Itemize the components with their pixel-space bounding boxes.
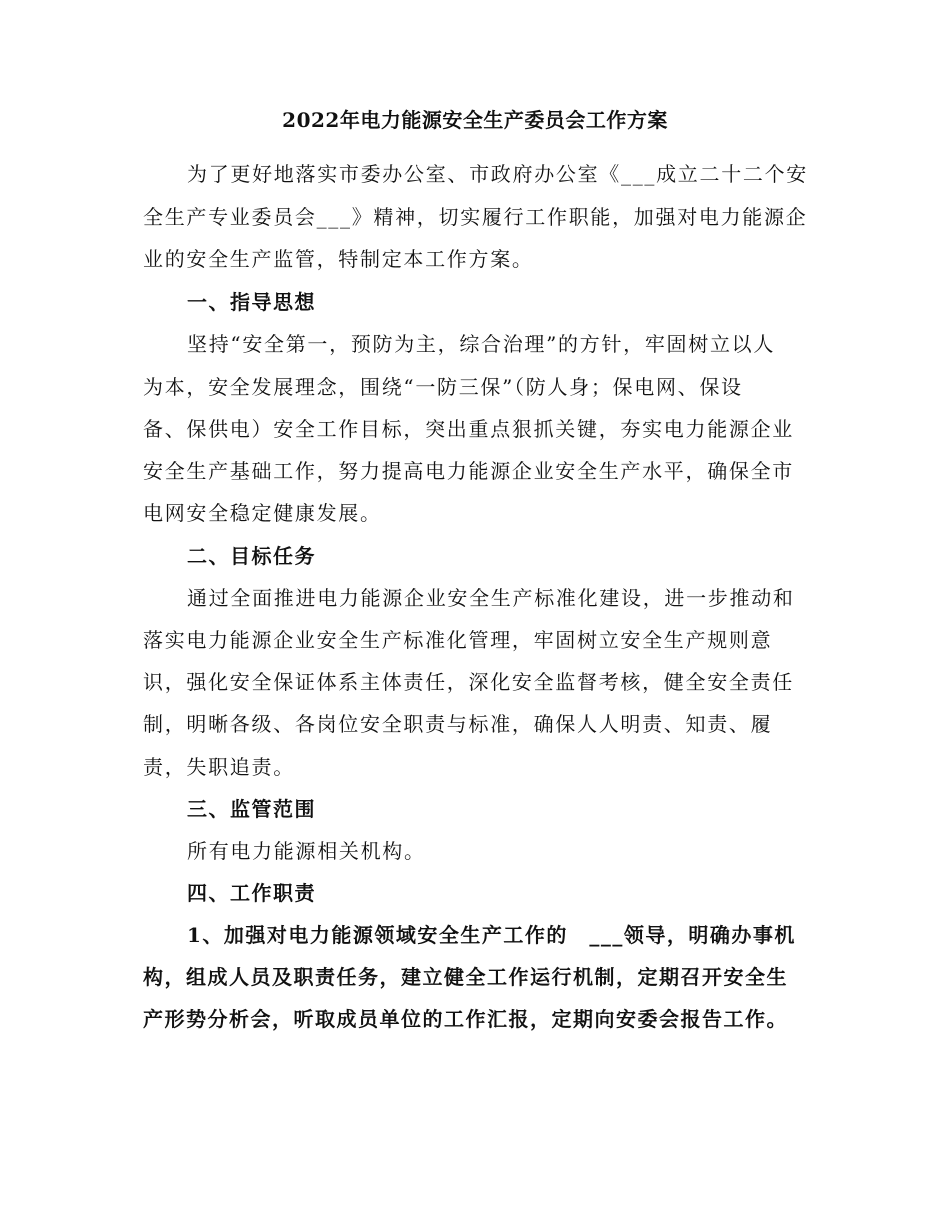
section2-line-1: 通过全面推进电力能源企业安全生产标准化建设，进一步推动和: [187, 586, 795, 610]
section4-heading: 四、工作职责: [187, 881, 316, 905]
section2-line-2: 落实电力能源企业安全生产标准化管理，牢固树立安全生产规则意: [143, 628, 773, 652]
section1-line-1: 坚持“安全第一，预防为主，综合治理”的方针，牢固树立以人: [187, 332, 776, 356]
section1-line-5: 电网安全稳定健康发展。: [143, 501, 382, 525]
section1-line-2: 为本，安全发展理念，围绕“一防三保”（防人身；保电网、保设: [143, 375, 743, 399]
section2-line-4: 制，明晰各级、各岗位安全职责与标准，确保人人明责、知责、履: [143, 712, 773, 736]
section4-item1-line-2: 构，组成人员及职责任务，建立健全工作运行机制，定期召开安全生: [143, 965, 788, 989]
section2-line-3: 识，强化安全保证体系主体责任，深化安全监督考核，健全安全责任: [143, 670, 794, 694]
section1-line-4: 安全生产基础工作，努力提高电力能源企业安全生产水平，确保全市: [143, 459, 794, 483]
section1-heading: 一、指导思想: [187, 290, 316, 314]
section2-line-5: 责，失职追责。: [143, 755, 295, 779]
section3-line-1: 所有电力能源相关机构。: [187, 839, 426, 863]
document-title: 2022年电力能源安全生产委员会工作方案: [282, 108, 668, 132]
section3-heading: 三、监管范围: [187, 797, 316, 821]
section1-line-3: 备、保供电）安全工作目标，突出重点狠抓关键，夯实电力能源企业: [143, 417, 794, 441]
section4-item1-line-3: 产形势分析会，听取成员单位的工作汇报，定期向安委会报告工作。: [143, 1007, 788, 1031]
intro-line-2: 全生产专业委员会___》精神，切实履行工作职能，加强对电力能源企: [143, 205, 808, 229]
section2-heading: 二、目标任务: [187, 544, 316, 568]
intro-line-1: 为了更好地落实市委办公室、市政府办公室《___成立二十二个安: [187, 162, 808, 186]
intro-line-3: 业的安全生产监管，特制定本工作方案。: [143, 247, 534, 271]
section4-item1-line-1: 1、加强对电力能源领域安全生产工作的 ___领导，明确办事机: [187, 923, 796, 947]
